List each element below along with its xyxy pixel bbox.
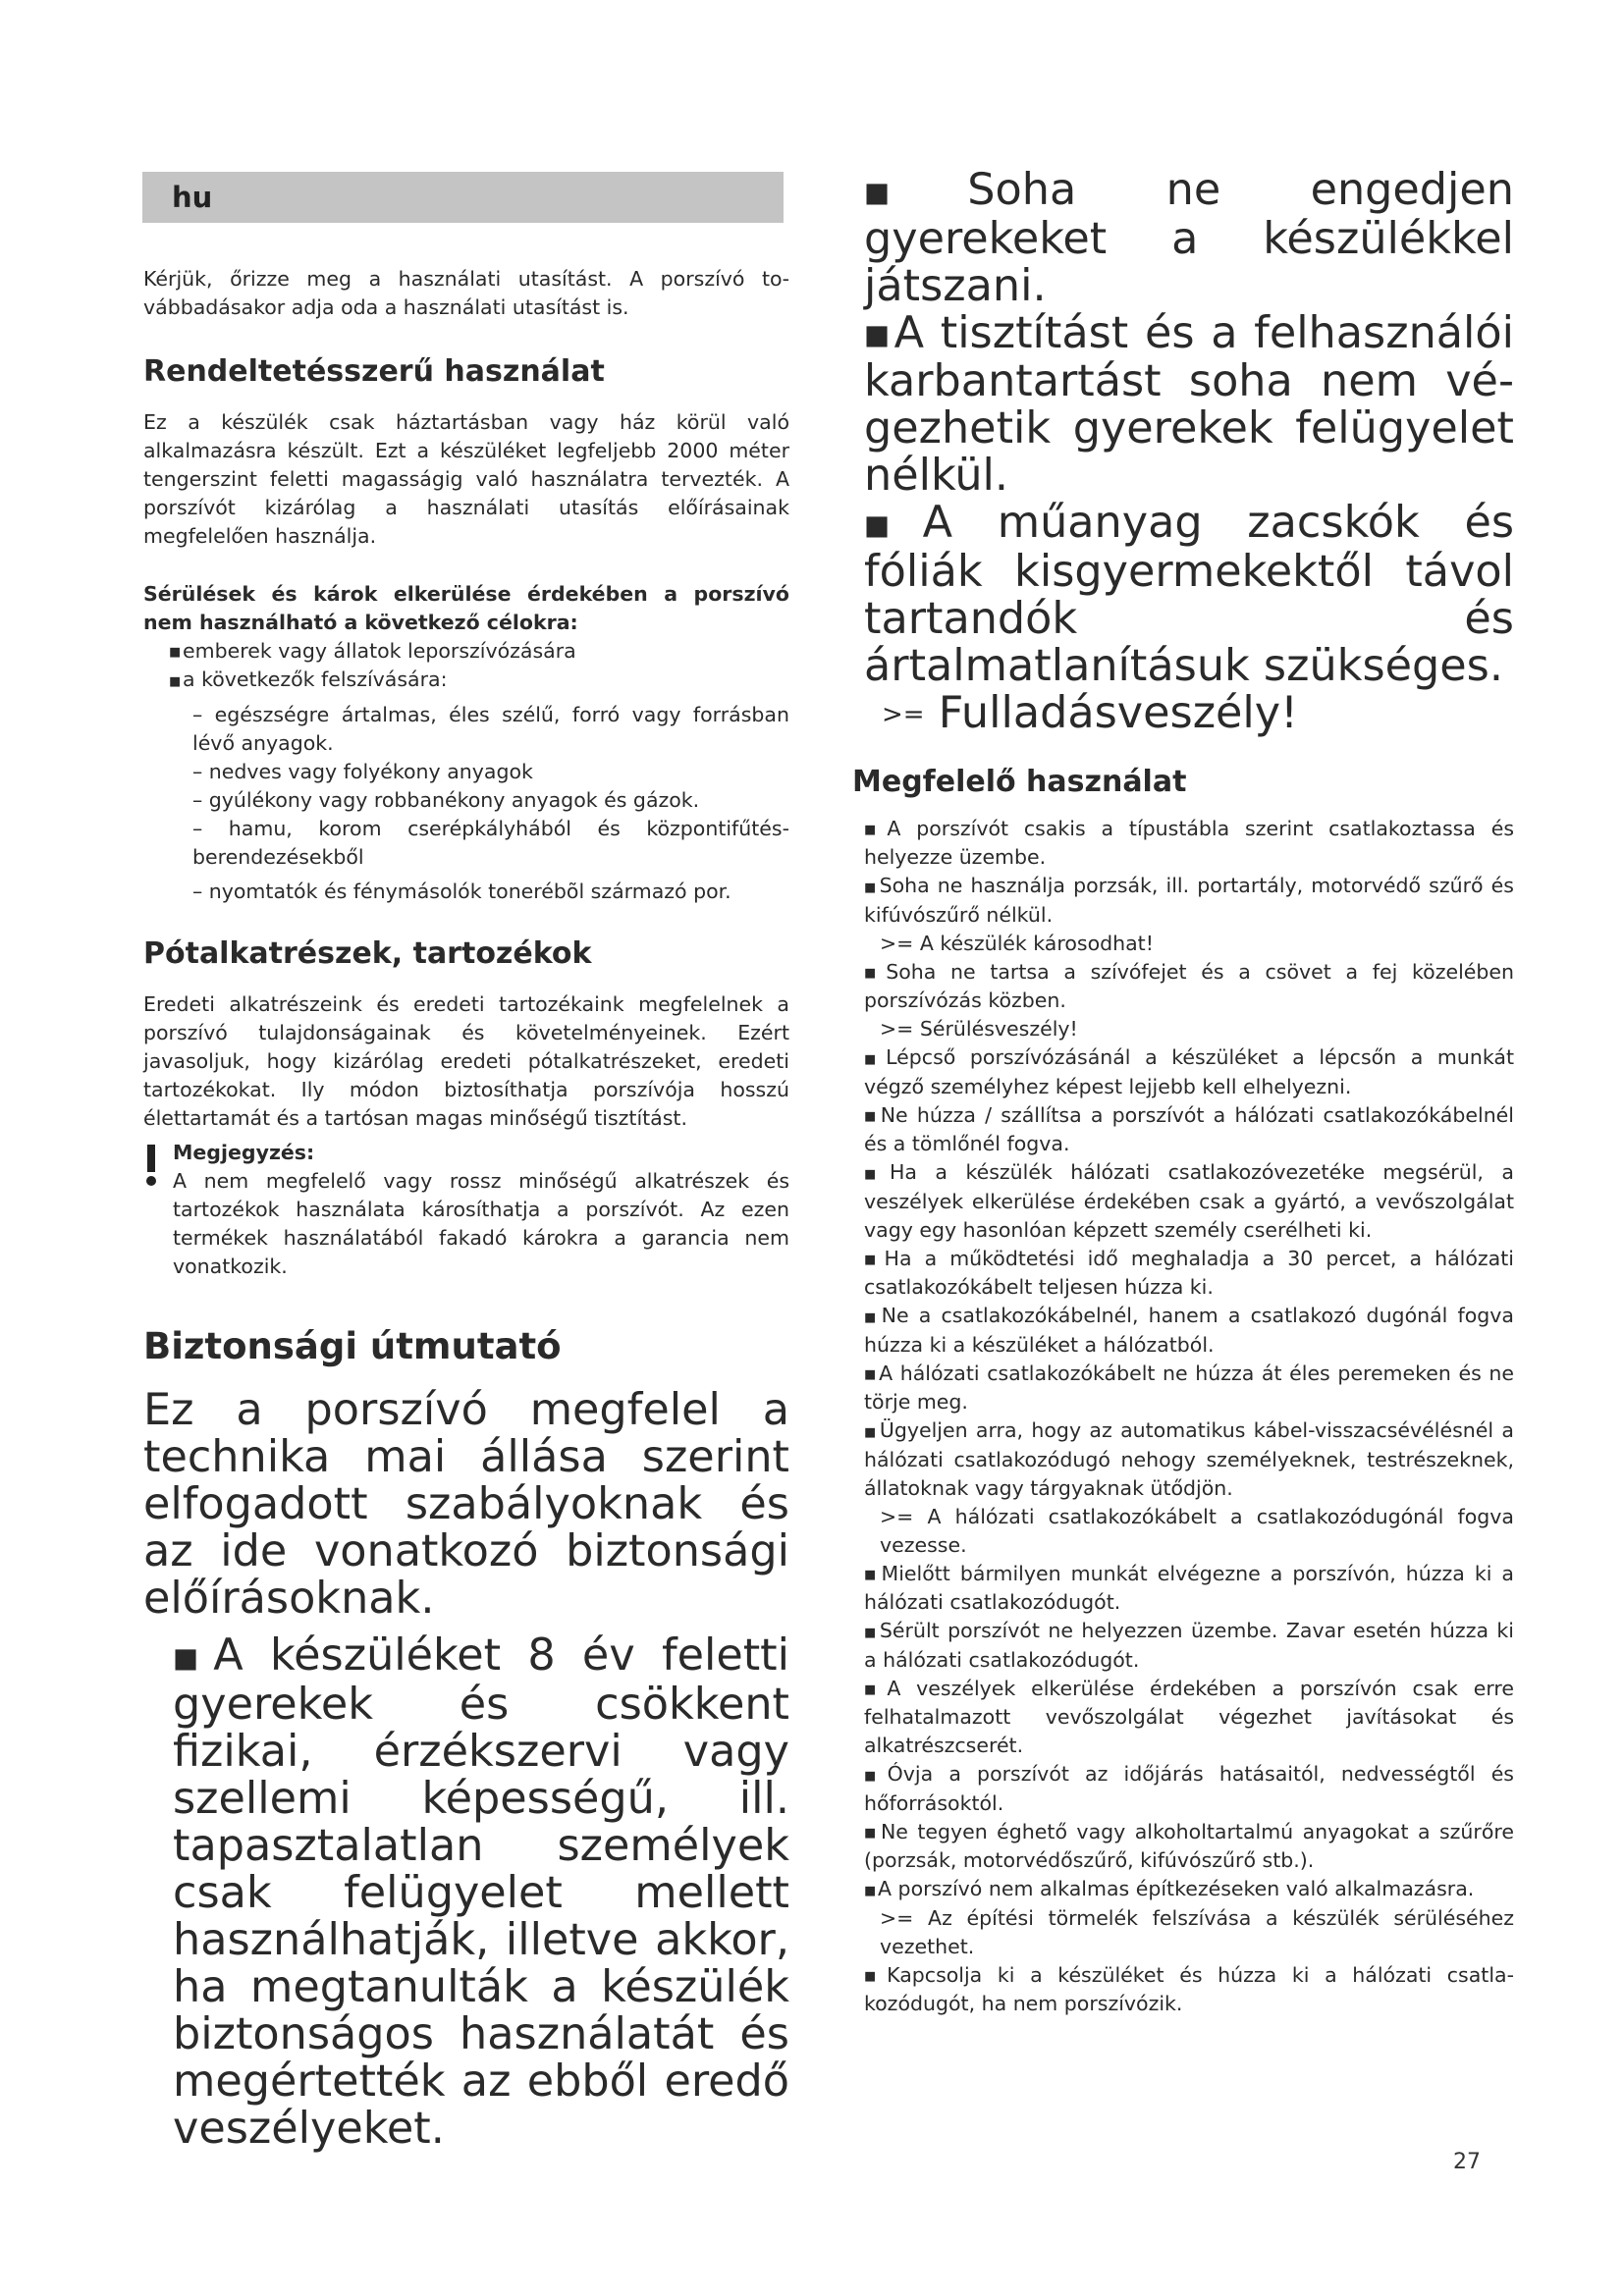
proper-use-item: ■ Ha a készülék hálózati csatlakozóvezetéke megsérül, a veszélyek elkerülése érdekében csak a gyártó, a vevőszolgálat vagy egy hasonlóan képzett személy cserélheti ki. [864, 1158, 1514, 1244]
left-column [143, 265, 789, 2153]
proper-use-item: ■ Mielőtt bármilyen munkát elvégezne a porszívón, húzza ki a hálózati csatlakozódugót. [864, 1560, 1514, 1617]
proper-use-item: ■ Óvja a porszívót az időjárás hatásaitól, nedvességtől és hőforrásoktól. [864, 1760, 1514, 1817]
language-header-bar: hu [142, 172, 784, 223]
big-warning-item: ■ Soha ne engedjen gyerekeket a készülékkel játszani. [864, 167, 1514, 310]
exclamation-icon [143, 1143, 159, 1188]
safety-item: ■ A készüléket 8 év feletti gyerekek és csökkent fizikai, érzékszervi vagy szellemi képességű, ill. tapasztalatlan személyek csak felügyelet mellett használhatják, illetve akkor, ha megtanulták a készülék biztonságos használatát és megértették az ebből eredő veszélyeket. [143, 1632, 789, 2153]
proper-use-consequence: >= A készülék károsodhat! [880, 931, 1154, 955]
proper-use-item: ■ A veszélyek elkerülése érdekében a porszívón csak erre felhatalmazott vevőszolgálat végezhet javításokat és alkatrészcserét. [864, 1675, 1514, 1760]
proper-use-item: ■ A porszívót csakis a típustábla szerint csatlakoztassa és helyezze üzembe. [864, 815, 1514, 872]
note-block [143, 1139, 789, 1281]
intended-use-heading: Rendeltetésszerű használat [143, 354, 605, 389]
suffocation-warning [864, 690, 1514, 738]
damage-subitem: – nyomtatók és fénymásolók tonerébõl származó por. [192, 879, 731, 903]
damage-heading: Sérülések és károk elkerülése érdekében a porszívó nem használható a következő célokra: [143, 582, 789, 634]
big-warning-item: ■ A tisztítást és a felhasználói karbantartást soha nem végezhetik gyerekek felügyelet nélkül. [864, 310, 1514, 501]
proper-use-item: ■ Ne a csatlakozókábelnél, hanem a csatlakozó dugónál fogva húzza ki a készüléket a hálózatból. [864, 1302, 1514, 1359]
damage-subitem: – gyúlékony vagy robbanékony anyagok és gázok. [192, 787, 700, 812]
right-column [852, 165, 1515, 2018]
proper-use-item: ■ Kapcsolja ki a készüléket és húzza ki a hálózati csatlakozódugót, ha nem porszívózik. [864, 1961, 1514, 2018]
proper-use-item: ■ Soha ne tartsa a szívófejet és a csövet a fej közelében porszívózás közben. [864, 958, 1514, 1015]
proper-use-heading: Megfelelő használat [852, 764, 1187, 799]
note-text: A nem megfelelő vagy rossz minőségű alkatrészek és tartozékok használata károsíthatja a porszívót. Az ezen termékek használatából fakadó károkra a garancia nem vonatkozik. [173, 1168, 789, 1278]
proper-use-item: ■ A hálózati csatlakozókábelt ne húzza át éles peremeken és ne törje meg. [864, 1360, 1514, 1416]
proper-use-item: ■ A porszívó nem alkalmas építkezéseken való alkalmazásra. [864, 1875, 1514, 1903]
proper-use-consequence: >= Az építési törmelék felszívása a készülék sérüléséhez vezethet. [880, 1905, 1514, 1958]
proper-use-item: ■ Ügyeljen arra, hogy az automatikus kábel-visszacsévélésnél a hálózati csatlakozódugó nehogy személyeknek, testrészeknek, állatoknak vagy tárgyaknak ütődjön. [864, 1416, 1514, 1502]
proper-use-item: ■ Ne tegyen éghető vagy alkoholtartalmú anyagokat a szűrőre (porzsák, motorvédőszűrő, kifúvószűrő stb.). [864, 1818, 1514, 1875]
parts-heading: Pótalkatrészek, tartozékok [143, 935, 592, 971]
intended-use-text: Ez a készülék csak háztartásban vagy ház körül való alkalmazásra készült. Ezt a készüléket legfeljebb 2000 méter tengerszint feletti magasságig való használatra tervezték. A porszívót kizárólag a használati utasítás előírásainak megfelelően használja. [143, 410, 789, 548]
suffocation-text: Fulladásveszély! [938, 688, 1298, 739]
proper-use-consequence: >= Sérülésveszély! [880, 1017, 1078, 1041]
damage-item: ■ a következők felszívására: [143, 666, 789, 694]
safety-heading: Biztonsági útmutató [143, 1324, 562, 1367]
proper-use-item: ■ Ha a működtetési idő meghaladja a 30 percet, a hálózati csatlakozókábelt teljesen húzza ki. [864, 1245, 1514, 1302]
proper-use-list [864, 815, 1514, 2018]
proper-use-item: ■ Soha ne használja porzsák, ill. portartály, motorvédő szűrő és kifúvószűrő nélkül. [864, 872, 1514, 929]
page-number: 27 [1453, 2150, 1481, 2174]
note-title: Megjegyzés: [173, 1140, 315, 1164]
arrow-marker: >= [882, 699, 925, 729]
damage-subitem: – nedves vagy folyékony anyagok [192, 759, 533, 783]
damage-item: ■ emberek vagy állatok leporszívózására [143, 637, 789, 666]
proper-use-consequence: >= A hálózati csatlakozókábelt a csatlakozódugónál fogva vezesse. [880, 1504, 1514, 1557]
proper-use-item: ■ Sérült porszívót ne helyezzen üzembe. Zavar esetén húzza ki a hálózati csatlakozódugót. [864, 1617, 1514, 1674]
damage-subitem: – hamu, korom cserépkályhából és központifűtésberendezésekből [192, 816, 789, 869]
big-warning-item: ■ A műanyag zacskók és fóliák kisgyermekektől távol tartandók és ártalmatlanításuk szükséges. [864, 500, 1514, 690]
intro-text: Kérjük, őrizze meg a használati utasítást. A porszívó továbbadásakor adja oda a használati utasítást is. [143, 267, 789, 319]
damage-subitem: – egészségre ártalmas, éles szélű, forró vagy forrásban lévő anyagok. [192, 702, 789, 755]
parts-text: Eredeti alkatrészeink és eredeti tartozékaink megfelelnek a porszívó tulajdonságainak és követelményeinek. Ezért javasoljuk, hogy kizárólag eredeti pótalkatrészeket, eredeti tartozékokat. Ily módon biztosíthatja porszívója hosszú élettartamát és a tartósan magas minőségű tisztítást. [143, 991, 789, 1130]
safety-lead: Ez a porszívó megfelel a technika mai állása szerint elfogadott szabályoknak és az ide vonatkozó biztonsági előírásoknak. [143, 1384, 789, 1624]
proper-use-item: ■ Lépcső porszívózásánál a készüléket a lépcsőn a munkát végző személyhez képest lejjebb kell elhelyezni. [864, 1043, 1514, 1100]
proper-use-item: ■ Ne húzza / szállítsa a porszívót a hálózati csatlakozókábelnél és a tömlőnél fogva. [864, 1101, 1514, 1158]
